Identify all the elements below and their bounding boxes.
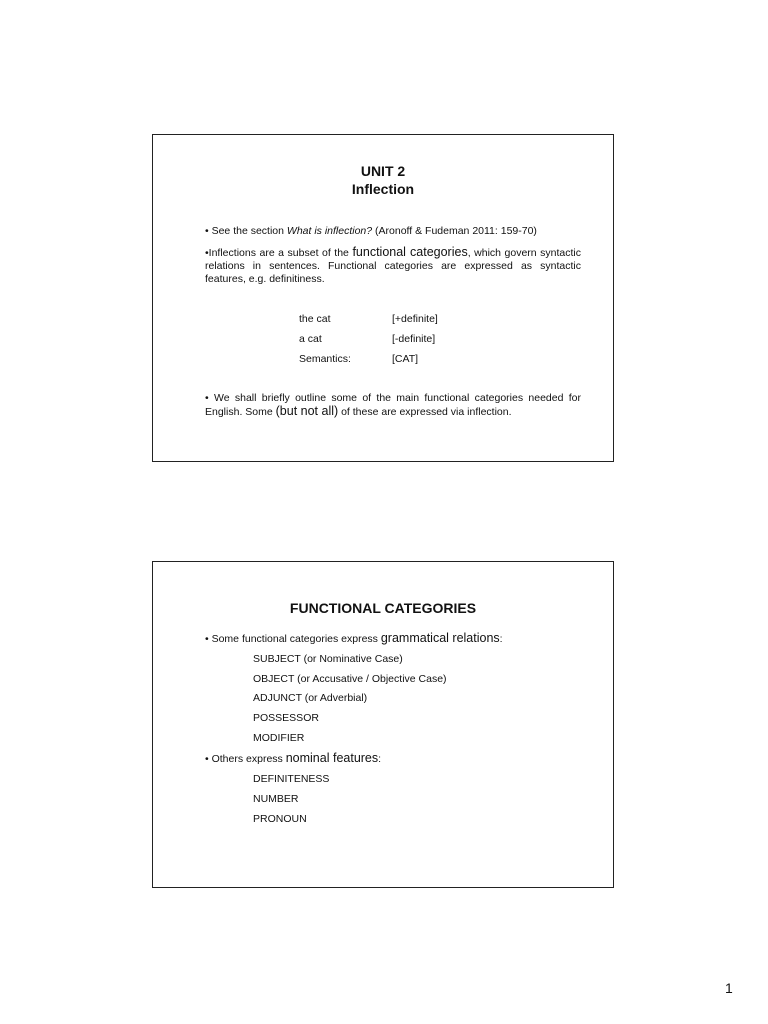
page-number: 1 <box>725 980 733 996</box>
bullet-grammatical-prefix: • Some functional categories express <box>205 633 381 645</box>
list-item-relation: SUBJECT (or Nominative Case) <box>253 653 403 665</box>
bullet-see-section <box>205 225 581 238</box>
slide-functional-categories <box>152 561 614 888</box>
semantics-row <box>299 333 435 346</box>
semantics-row <box>299 353 418 366</box>
bullet-outline-emphasis: (but not all) <box>275 404 339 418</box>
list-item-feature: PRONOUN <box>253 813 307 825</box>
list-item-feature: NUMBER <box>253 793 299 805</box>
semantics-feature: [-definite] <box>392 333 436 345</box>
slide-title-unit: UNIT 2 <box>360 163 406 179</box>
bullet-inflections-suffix: , which govern syntactic relations in sentences. Functional categories are expressed as syntactic features, e.g. definitiness. <box>205 247 582 285</box>
list-item-relation: ADJUNCT (or Adverbial) <box>253 692 368 704</box>
bullet-outline-categories <box>205 392 581 419</box>
list-item-relation: POSSESSOR <box>253 712 319 724</box>
semantics-feature: [CAT] <box>392 353 419 365</box>
bullet-grammatical-relations <box>205 632 581 646</box>
semantics-term: the cat <box>299 313 331 325</box>
bullet-nominal-features <box>205 752 581 766</box>
list-item-feature: DEFINITENESS <box>253 773 330 785</box>
bullet-inflections-prefix: •Inflections are a subset of the <box>205 247 353 259</box>
bullet-grammatical-suffix: : <box>499 633 503 645</box>
semantics-term: a cat <box>299 333 322 345</box>
bullet-inflections-definition <box>205 246 581 286</box>
bullet-see-section-prefix: • See the section <box>205 225 287 237</box>
bullet-see-section-citation: (Aronoff & Fudeman 2011: 159-70) <box>372 225 537 237</box>
slide-unit-2-inflection <box>152 134 614 462</box>
bullet-outline-suffix: of these are expressed via inflection. <box>338 406 512 418</box>
bullet-nominal-suffix: : <box>378 753 382 765</box>
bullet-see-section-title: What is inflection? <box>286 225 373 237</box>
semantics-term: Semantics: <box>299 353 351 365</box>
list-item-relation: MODIFIER <box>253 732 305 744</box>
bullet-nominal-prefix: • Others express <box>205 753 286 765</box>
slide-title-inflection: Inflection <box>351 181 415 197</box>
list-item-relation: OBJECT (or Accusative / Objective Case) <box>253 673 447 685</box>
bullet-inflections-emphasis: functional categories <box>352 245 468 259</box>
bullet-nominal-emphasis: nominal features <box>285 751 379 765</box>
semantics-feature: [+definite] <box>392 313 438 325</box>
semantics-row <box>299 313 438 326</box>
bullet-grammatical-emphasis: grammatical relations <box>380 631 500 645</box>
slide-title-functional-categories: FUNCTIONAL CATEGORIES <box>289 600 477 616</box>
bullet-outline-prefix: • We shall briefly outline some of the main functional categories needed for English. Some <box>205 392 581 418</box>
